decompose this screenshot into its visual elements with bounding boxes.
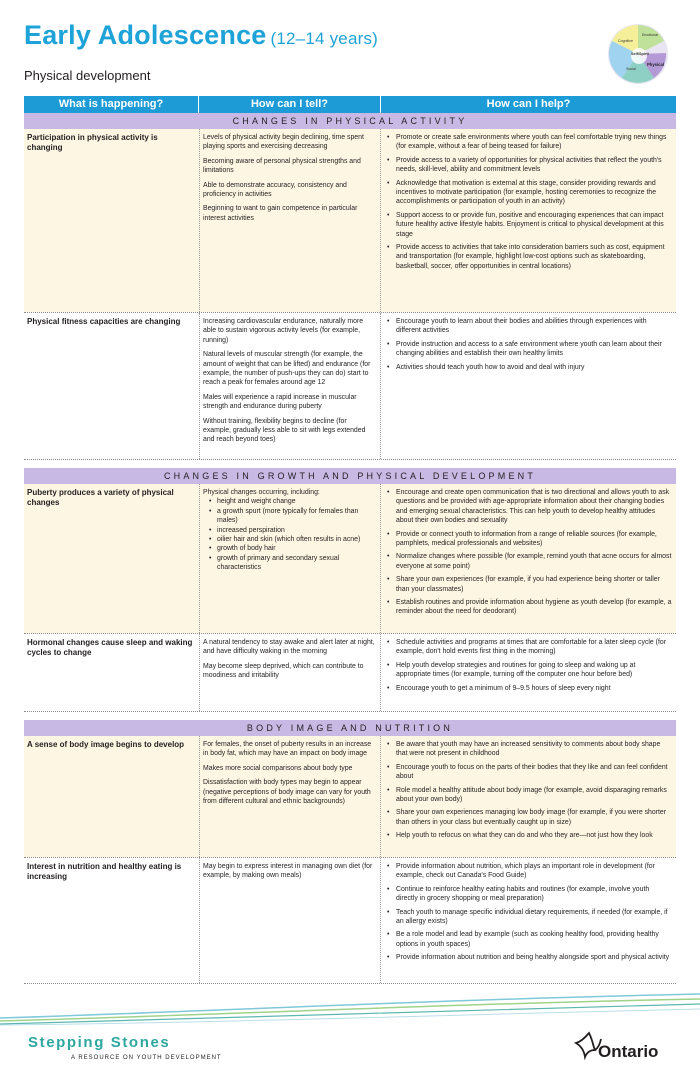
what-cell: A sense of body image begins to develop bbox=[24, 736, 199, 857]
ontario-logo bbox=[574, 1030, 674, 1066]
help-cell bbox=[381, 634, 676, 711]
page-title: Early Adolescence (12–14 years) bbox=[24, 20, 379, 50]
column-header-help: How can I help? bbox=[486, 98, 571, 110]
help-item: • Provide or connect youth to information from a range of reliable sources (for example, pamphlets, medical professionals and websites) bbox=[386, 530, 672, 549]
help-item: • Establish routines and provide information about hygiene as youth develop (for example, a reminder about the need for deodorant) bbox=[386, 598, 672, 617]
table-row bbox=[24, 858, 676, 984]
tell-cell bbox=[199, 634, 381, 711]
help-item: • Help youth to refocus on what they can do and who they are—not just how they look bbox=[386, 831, 672, 840]
section-header: CHANGES IN GROWTH AND PHYSICAL DEVELOPMENT bbox=[24, 468, 676, 484]
help-cell bbox=[381, 736, 676, 857]
wheel-label-self-spirit: Self/Spirit bbox=[631, 52, 649, 56]
help-cell bbox=[381, 484, 676, 633]
column-header-row bbox=[24, 96, 676, 113]
wheel-label-social: Social bbox=[626, 67, 636, 71]
wheel-label-emotional: Emotional bbox=[642, 33, 658, 37]
tell-item: For females, the onset of puberty results in an increase in body fat, which may have an impact on body image bbox=[203, 741, 372, 758]
help-item: • Encourage youth to learn about their bodies and abilities through experiences with different activities bbox=[386, 317, 672, 336]
what-cell: Puberty produces a variety of physical changes bbox=[24, 484, 199, 633]
table-row bbox=[24, 484, 676, 634]
help-item: • Encourage youth to get a minimum of 9–9.5 hours of sleep every night bbox=[386, 684, 672, 693]
help-item: • Provide information about nutrition, which plays an important role in development (for example, check out Canada's Food Guide) bbox=[386, 862, 672, 881]
tell-item: Increasing cardiovascular endurance, naturally more able to sustain vigorous activity levels (for example, running) bbox=[203, 318, 364, 344]
help-item: • Provide information about nutrition and being healthy alongside sport and physical activity bbox=[386, 953, 672, 962]
table-row bbox=[24, 313, 676, 460]
help-item: • Promote or create safe environments where youth can feel comfortable trying new things (for example, without a fear of being teased for failure) bbox=[386, 133, 672, 152]
brand-name: Stepping Stones bbox=[28, 1034, 171, 1051]
help-cell bbox=[381, 858, 676, 983]
brand-tagline: A RESOURCE ON YOUTH DEVELOPMENT bbox=[71, 1055, 222, 1061]
help-item: • Role model a healthy attitude about body image (for example, avoid disparaging remarks about your own body) bbox=[386, 786, 672, 805]
tell-item: A natural tendency to stay awake and alert later at night, and have difficulty waking in the morning bbox=[203, 639, 375, 656]
page-header bbox=[24, 20, 604, 83]
help-item: • Teach youth to manage specific individual dietary requirements, if needed (for example, if an allergy exists) bbox=[386, 908, 672, 927]
help-item: • Schedule activities and programs at times that are comfortable for a later sleep cycle (for example, don't hold events first thing in the morning) bbox=[386, 638, 672, 657]
help-item: • Support access to or provide fun, positive and encouraging experiences that can impact future healthy active lifestyle habits. Enjoyment is critical to physical development at this stage bbox=[386, 211, 672, 239]
tell-item: Able to demonstrate accuracy, consistency and proficiency in activities bbox=[203, 181, 347, 198]
section-header: CHANGES IN PHYSICAL ACTIVITY bbox=[24, 113, 676, 129]
tell-item: May begin to express interest in managing own diet (for example, by making own meals) bbox=[203, 863, 373, 880]
help-item: • Help youth develop strategies and routines for going to sleep and waking up at appropriate times (for example, turning off the computer one hour before bed) bbox=[386, 661, 672, 680]
help-item: • Activities should teach youth how to avoid and deal with injury bbox=[386, 363, 672, 372]
tell-item: Males will experience a rapid increase in muscular strength and endurance during puberty bbox=[203, 393, 357, 411]
tell-cell bbox=[199, 736, 381, 857]
decorative-swoosh bbox=[0, 992, 700, 1026]
column-header-what: What is happening? bbox=[24, 96, 199, 113]
tell-item: Levels of physical activity begin declining, time spent playing sports and exercising decreasing bbox=[203, 134, 364, 151]
what-cell: Hormonal changes cause sleep and waking cycles to change bbox=[24, 634, 199, 711]
development-table bbox=[24, 96, 676, 984]
tell-intro: Physical changes occurring, including: bbox=[203, 489, 320, 496]
help-cell bbox=[381, 313, 676, 459]
help-item: • Share your own experiences managing low body image (for example, if you were shorter than others in your class but eventually caught up in size) bbox=[386, 808, 672, 827]
tell-item: Dissatisfaction with body types may begin to appear (negative perceptions of body image can vary for youth from different cultural and ethnic backgrounds) bbox=[203, 779, 371, 805]
footer-brand bbox=[28, 1034, 222, 1061]
what-cell: Participation in physical activity is changing bbox=[24, 129, 199, 312]
tell-item: Becoming aware of personal physical strengths and limitations bbox=[203, 157, 361, 175]
tell-item: • growth of primary and secondary sexual characteristics bbox=[209, 554, 376, 573]
help-item: • Provide access to activities that take into consideration barriers such as cost, equipment and transportation (for example, highlight low-cost options such as skateboarding, basketball, soccer, offer opportunities in central locations) bbox=[386, 243, 672, 271]
help-item: • Provide access to a variety of opportunities for physical activities that reflect the youth's needs, skill-level, ability and commitment levels bbox=[386, 156, 672, 175]
page-subtitle: Physical development bbox=[24, 68, 151, 83]
tell-cell bbox=[199, 129, 381, 312]
help-item: • Be a role model and lead by example (such as cooking healthy food, providing healthy options in youth spaces) bbox=[386, 930, 672, 949]
age-range: (12–14 years) bbox=[270, 29, 379, 48]
tell-item: • increased perspiration bbox=[209, 526, 376, 535]
wheel-label-physical: Physical bbox=[647, 62, 664, 67]
wheel-label-cognitive: Cognitive bbox=[618, 39, 633, 43]
help-item: • Be aware that youth may have an increased sensitivity to comments about body shape that were not present in childhood bbox=[386, 740, 672, 759]
table-row bbox=[24, 129, 676, 313]
what-cell: Interest in nutrition and healthy eating is increasing bbox=[24, 858, 199, 983]
help-cell bbox=[381, 129, 676, 312]
development-wheel-icon bbox=[606, 22, 670, 86]
help-item: • Normalize changes where possible (for example, remind youth that acne occurs for almost everyone at some point) bbox=[386, 552, 672, 571]
what-cell: Physical fitness capacities are changing bbox=[24, 313, 199, 459]
tell-cell bbox=[199, 858, 381, 983]
tell-item: Makes more social comparisons about body type bbox=[203, 764, 353, 772]
help-item: • Acknowledge that motivation is external at this stage, consider providing rewards and incentives to motivate participation (for example, hosting ceremonies to recognize the accomplishments or participation of youth in an activity) bbox=[386, 179, 672, 207]
tell-item: May become sleep deprived, which can contribute to moodiness and irritability bbox=[203, 662, 364, 680]
tell-cell bbox=[199, 484, 381, 633]
table-row bbox=[24, 736, 676, 858]
section-header: BODY IMAGE AND NUTRITION bbox=[24, 720, 676, 736]
help-item: • Provide instruction and access to a safe environment where youth can learn about their changing abilities and establish their own healthy limits bbox=[386, 340, 672, 359]
help-item: • Encourage youth to focus on the parts of their bodies that they like and can feel confident about bbox=[386, 763, 672, 782]
tell-item: Without training, flexibility begins to decline (for example, gradually less able to sit with legs extended and reach beyond toes) bbox=[203, 417, 366, 444]
tell-cell bbox=[199, 313, 381, 459]
help-item: • Share your own experiences (for example, if you had experience being shorter or taller than your classmates) bbox=[386, 575, 672, 594]
help-item: • Encourage and create open communication that is two directional and allows youth to ask questions and be provided with age-appropriate information about their changing bodies and emerging sexual characteristics. This can help youth to develop healthy attitudes about their own bodies and sexuality bbox=[386, 488, 672, 526]
column-header-tell: How can I tell? bbox=[199, 96, 381, 113]
tell-item: • a growth spurt (more typically for females than males) bbox=[209, 507, 376, 526]
help-item: • Continue to reinforce healthy eating habits and routines (for example, involve youth directly in grocery shopping or meal preparation) bbox=[386, 885, 672, 904]
tell-item: • oilier hair and skin (which often results in acne) bbox=[209, 535, 376, 544]
table-row bbox=[24, 634, 676, 712]
tell-item: Beginning to want to gain competence in particular interest activities bbox=[203, 205, 358, 222]
tell-item: • growth of body hair bbox=[209, 544, 376, 553]
tell-item: • height and weight change bbox=[209, 497, 376, 506]
tell-item: Natural levels of muscular strength (for example, the amount of weight that can be lifted) and endurance (for example, the number of push-ups they can do) start to reach a peak for females around age 12 bbox=[203, 351, 371, 387]
ontario-wordmark: Ontario bbox=[598, 1042, 659, 1061]
